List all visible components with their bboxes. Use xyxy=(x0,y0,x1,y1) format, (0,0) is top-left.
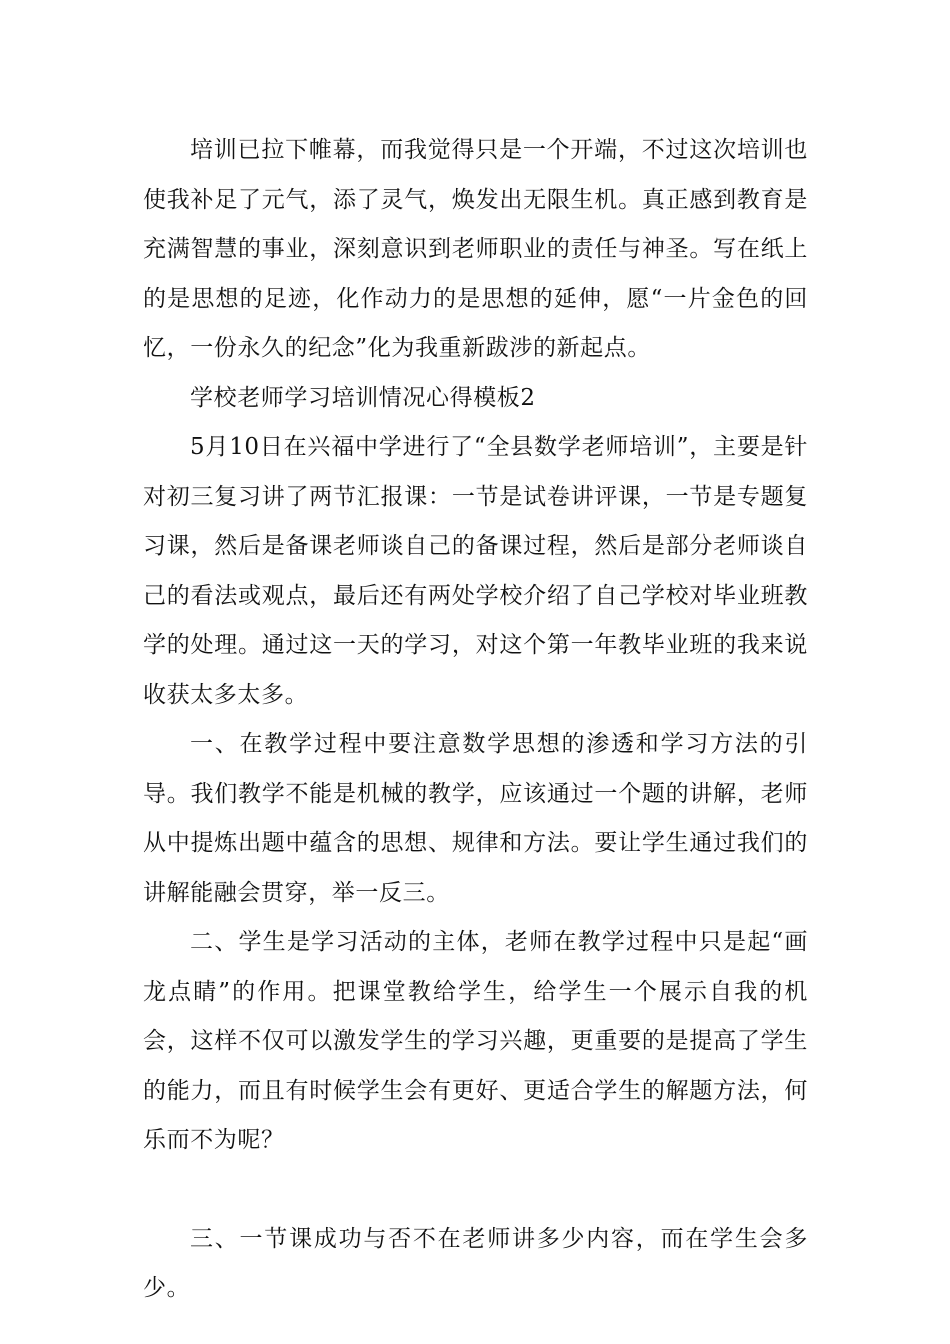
section-heading: 学校老师学习培训情况心得模板2 xyxy=(190,384,536,411)
paragraph-training-conclusion: 培训已拉下帷幕，而我觉得只是一个开端，不过这次培训也使我补足了元气，添了灵气，焕发出无限生机。真正感到教育是充满智慧的事业，深刻意识到老师职业的责任与神圣。写在纸上的是思想的足迹，化作动力的是思想的延伸，愿“一片金色的回忆，一份永久的纪念”化为我重新跋涉的新起点。 xyxy=(143,137,808,361)
paragraph-point-two: 二、学生是学习活动的主体，老师在教学过程中只是起“画龙点睛”的作用。把课堂教给学生，给学生一个展示自我的机会，这样不仅可以激发学生的学习兴趣，更重要的是提高了学生的能力，而且有时候学生会有更好、更适合学生的解题方法，何乐而不为呢？ xyxy=(143,929,808,1153)
paragraph-training-intro: 5月10日在兴福中学进行了“全县数学老师培训”，主要是针对初三复习讲了两节汇报课：一节是试卷讲评课，一节是专题复习课，然后是备课老师谈自己的备课过程，然后是部分老师谈自己的看法或观点，最后还有两处学校介绍了自己学校对毕业班教学的处理。通过这一天的学习，对这个第一年教毕业班的我来说收获太多太多。 xyxy=(143,434,808,708)
paragraph-point-three: 三、一节课成功与否不在老师讲多少内容，而在学生会多少。 xyxy=(143,1225,808,1301)
paragraph-spacer xyxy=(143,1166,808,1215)
document-body xyxy=(143,126,808,1314)
paragraph-point-one: 一、在教学过程中要注意数学思想的渗透和学习方法的引导。我们教学不能是机械的教学，应该通过一个题的讲解，老师从中提炼出题中蕴含的思想、规律和方法。要让学生通过我们的讲解能融会贯穿，举一反三。 xyxy=(143,731,808,906)
